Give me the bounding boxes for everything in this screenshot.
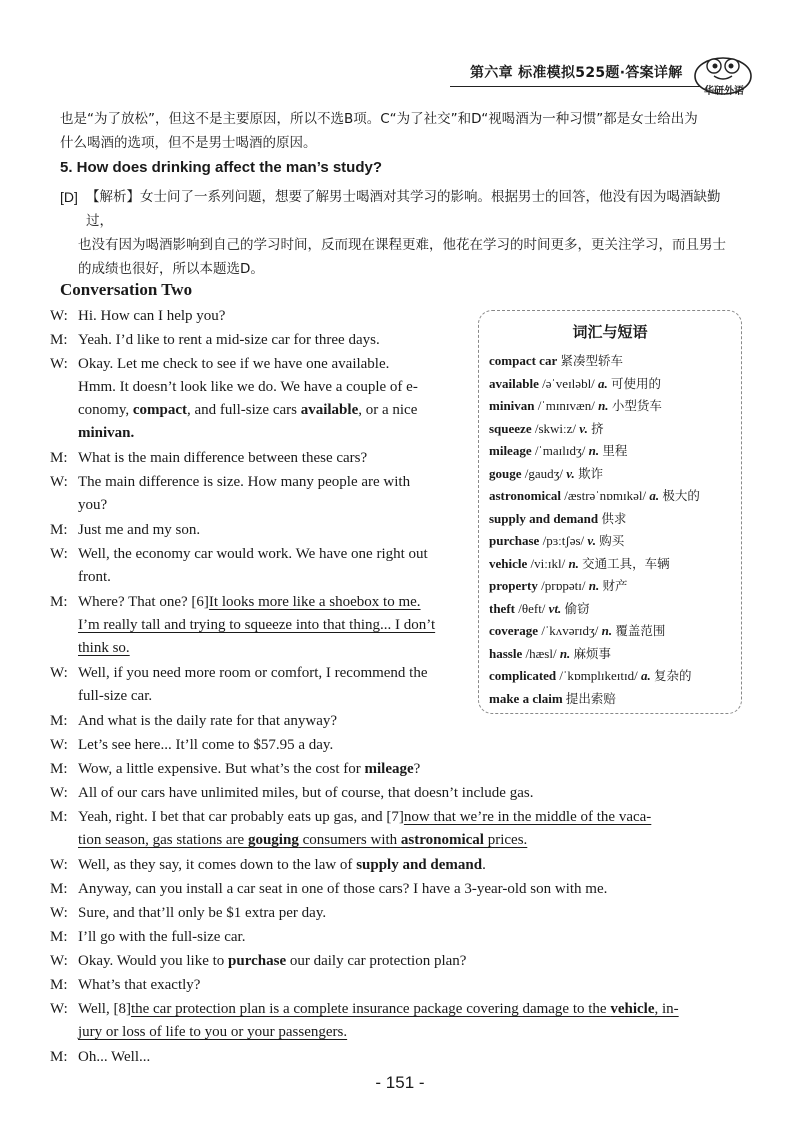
vocab-pos: v. [587,533,596,548]
keyword: mileage [364,761,414,777]
utterance: Well, if you need more room or comfort, I recommend the [78,665,428,681]
vocab-pos: n. [598,398,609,413]
vocab-pos: n. [601,623,613,638]
vocab-word: compact car [489,353,558,368]
utterance: Let’s see here... It’ll come to $57.95 a day. [78,737,334,753]
speaker: M: [50,594,68,610]
vocab-pronunciation: /æstrəˈnɒmɪkəl/ [564,488,647,503]
utterance [78,399,470,422]
utterance: Yeah. I’d like to rent a mid-size car for three days. [78,332,380,348]
dialogue-line [50,806,740,852]
speaker: M: [50,761,68,777]
vocab-meaning: 覆盖范围 [615,623,666,638]
vocab-word: gouge [489,465,522,481]
vocab-item [489,396,662,414]
question-5: 5. How does drinking affect the man’s study? [60,159,382,176]
vocab-meaning: 提出索赔 [565,690,616,706]
vocab-meaning: 小型货车 [611,398,662,413]
dialogue-line [50,902,740,925]
dialogue-line [50,591,470,660]
speaker: M: [50,809,68,825]
text: consumers with [298,832,401,848]
speaker: M: [50,713,68,729]
answer-tag: [D] [60,189,78,205]
keyword: compact [132,402,188,418]
dialogue-line [50,974,740,997]
section-title: Conversation Two [60,280,193,299]
vocab-item [489,464,603,482]
utterance: front. [78,569,111,585]
vocab-meaning: 欺诈 [578,465,604,481]
vocab-pronunciation: /prɒpətɪ/ [541,578,586,593]
speaker: W: [50,474,68,490]
vocab-meaning: 购买 [599,533,625,548]
utterance: Okay. Let me check to see if we have one available. [78,356,390,372]
dialogue-line [50,1046,740,1069]
vocab-word: squeeze [489,420,532,436]
text: tion season, gas stations are [78,832,248,848]
underlined-answer: think so. [78,640,130,656]
dialogue-line [50,734,740,757]
text: our daily car protection plan? [286,953,467,969]
vocab-item [489,644,611,662]
vocab-word: make a claim [489,690,563,706]
text: Okay. Would you like to [78,953,229,969]
vocab-pos: vt. [548,600,562,616]
vocab-pos: a. [640,668,651,683]
dialogue-line [50,662,470,708]
keyword: purchase [228,953,287,969]
vocab-word: purchase [489,533,540,548]
dialogue-line [50,854,740,877]
utterance: Just me and my son. [78,522,201,538]
text: Where? That one? [6] [78,594,209,610]
dialogue-line [50,329,470,352]
speaker: W: [50,1001,68,1017]
keyword: available [300,402,359,418]
vocab-meaning: 挤 [591,420,604,436]
vocab-word: available [489,375,539,391]
vocab-pronunciation: /pɜːtʃəs/ [542,533,585,548]
chapter-header: 第六章 标准模拟525题·答案详解 [470,65,683,81]
vocab-meaning: 极大的 [662,488,700,503]
utterance [78,998,740,1021]
page-number: - 151 - [375,1073,425,1092]
vocab-pos: n. [568,555,579,571]
vocab-meaning: 偷窃 [564,600,590,616]
vocab-pos: n. [588,443,600,458]
dialogue-line [50,305,470,328]
text: Well, [8] [78,1001,131,1017]
text: Yeah, right. I bet that car probably eats up gas, and [7] [78,809,404,825]
speaker: M: [50,332,68,348]
dialogue-line [50,782,740,805]
vocab-item [489,351,623,369]
vocab-pos: n. [588,578,600,593]
prev-answer-line: 也是“为了放松”，但这不是主要原因，所以不选B项。C“为了社交”和D“视喝酒为一种习惯”都是女士给出为 [60,111,698,127]
speaker: M: [50,881,68,897]
text: , in- [654,1001,679,1017]
vocab-item [489,621,665,639]
text: conomy, [78,402,133,418]
speaker: M: [50,977,68,993]
vocab-item [489,531,624,549]
vocab-pronunciation: /ˈmɪnɪvæn/ [537,398,595,413]
answer-explanation [60,185,740,281]
vocab-pronunciation: /ˈmaɪlɪdʒ/ [534,443,586,458]
utterance: I’ll go with the full-size car. [78,929,246,945]
vocab-pronunciation: /viːɪkl/ [530,555,566,571]
vocabulary-box [478,310,742,714]
utterance: Anyway, can you install a car seat in one of those cars? I have a 3-year-old son with me. [78,881,608,897]
utterance: Oh... Well... [78,1049,151,1065]
vocab-meaning: 麻烦事 [573,645,612,661]
vocab-word: astronomical [489,488,561,503]
utterance: The main difference is size. How many people are with [78,474,411,490]
vocab-word: property [489,578,538,593]
text: Well, as they say, it comes down to the law of [78,857,357,873]
utterance: Well, the economy car would work. We have one right out [78,546,428,562]
vocab-pos: n. [559,645,571,661]
text: , or a nice [358,402,418,418]
speaker: M: [50,929,68,945]
vocab-pronunciation: /əˈveɪləbl/ [542,375,595,391]
keyword: gouging [247,832,299,848]
utterance: All of our cars have unlimited miles, but of course, that doesn’t include gas. [78,785,534,801]
speaker: W: [50,785,68,801]
vocab-meaning: 复杂的 [653,668,692,683]
utterance: Hmm. It doesn’t look like we do. We have a couple of e- [78,379,418,395]
keyword: vehicle [610,1001,655,1017]
text: Wow, a little expensive. But what’s the cost for [78,761,365,777]
speaker: M: [50,522,68,538]
dialogue-line [50,926,740,949]
vocab-item [489,554,670,572]
explanation-line: 也没有因为喝酒影响到自己的学习时间，反而现在课程更难，他花在学习的时间更多，更关注学习，而且男士 [78,237,726,253]
vocab-pronunciation: /skwiːz/ [534,420,577,436]
speaker: W: [50,308,68,324]
vocab-word: mileage [489,443,532,458]
vocab-meaning: 财产 [602,578,628,593]
utterance: And what is the daily rate for that anyway? [78,713,338,729]
text: . [482,857,486,873]
vocab-meaning: 里程 [602,443,628,458]
keyword: minivan. [78,425,135,441]
vocab-meaning: 交通工具，车辆 [582,555,670,571]
vocab-word: theft [489,600,515,616]
underlined-answer [131,1001,679,1017]
prev-answer-line: 什么喝酒的选项，但不是男士喝酒的原因。 [60,135,317,151]
utterance: What’s that exactly? [78,977,201,993]
vocab-pos: a. [598,375,608,391]
keyword: supply and demand [356,857,483,873]
speaker: W: [50,665,68,681]
keyword: astronomical [400,832,484,848]
vocab-item [489,374,661,392]
logo-text: 华研外语 [704,86,744,97]
dialogue-line [50,471,470,517]
underlined-answer: It looks more like a shoebox to me. [208,594,421,610]
speaker: W: [50,953,68,969]
text: ? [413,761,421,777]
vocab-pos: v. [566,465,575,481]
dialogue-line [50,998,740,1044]
underlined-answer [78,829,740,852]
vocab-pronunciation: /hæsl/ [525,645,557,661]
vocab-item [489,666,691,684]
dialogue-line [50,519,470,542]
vocab-item [489,689,616,707]
vocab-item [489,576,627,594]
underlined-answer: jury or loss of life to you or your passengers. [78,1024,348,1040]
vocab-meaning: 供求 [601,510,627,526]
vocab-word: hassle [489,645,523,661]
text: , and full-size cars [187,402,301,418]
vocab-meaning: 紧凑型轿车 [560,353,623,368]
underlined-answer: now that we’re in the middle of the vaca- [403,809,652,825]
vocab-word: vehicle [489,555,528,571]
explanation-line: 的成绩也很好，所以本题选D。 [78,261,264,277]
speaker: W: [50,905,68,921]
utterance: Hi. How can I help you? [78,308,226,324]
speaker: M: [50,1049,68,1065]
utterance [78,591,470,614]
vocab-word: supply and demand [489,510,599,526]
underlined-answer: I’m really tall and trying to squeeze into that thing... I don’t [78,617,436,633]
vocabulary-title: 词汇与短语 [572,323,648,341]
text: the car protection plan is a complete insurance package covering damage to the [130,1001,611,1017]
explanation-line: 【解析】女士问了一系列问题，想要了解男士喝酒对其学习的影响。根据男士的回答，他没有因为喝酒缺勤过， [86,189,721,229]
vocab-pos: a. [649,488,660,503]
utterance [78,806,740,829]
vocab-item [489,486,700,504]
utterance: What is the main difference between these cars? [78,450,368,466]
vocab-pronunciation: /ˈkʌvərɪdʒ/ [541,623,599,638]
utterance [78,950,740,973]
vocab-word: coverage [489,623,539,638]
speaker: W: [50,737,68,753]
vocab-item [489,599,590,617]
dialogue-line [50,950,740,973]
vocab-item [489,441,627,459]
utterance [78,758,740,781]
speaker: M: [50,450,68,466]
dialogue-line [50,758,740,781]
vocab-pronunciation: /θeft/ [518,600,546,616]
vocab-word: minivan [489,398,535,413]
dialogue-line [50,543,470,589]
vocab-pronunciation: /ˈkɒmplɪkeɪtɪd/ [559,668,638,683]
utterance [78,854,740,877]
vocab-pronunciation: /gaudʒ/ [524,465,564,481]
dialogue-line [50,878,740,901]
utterance: you? [78,497,108,513]
vocab-meaning: 可使用的 [611,375,662,391]
vocab-word: complicated [489,668,557,683]
speaker: W: [50,356,68,372]
vocab-item [489,509,626,527]
utterance [78,637,470,660]
header-divider [450,86,700,87]
utterance: full-size car. [78,688,153,704]
dialogue-line [50,353,470,445]
vocab-item [489,419,604,437]
vocab-pos: v. [579,420,588,436]
speaker: W: [50,546,68,562]
text: prices. [483,832,528,848]
utterance: Sure, and that’ll only be $1 extra per day. [78,905,327,921]
speaker: W: [50,857,68,873]
dialogue-line [50,447,470,470]
